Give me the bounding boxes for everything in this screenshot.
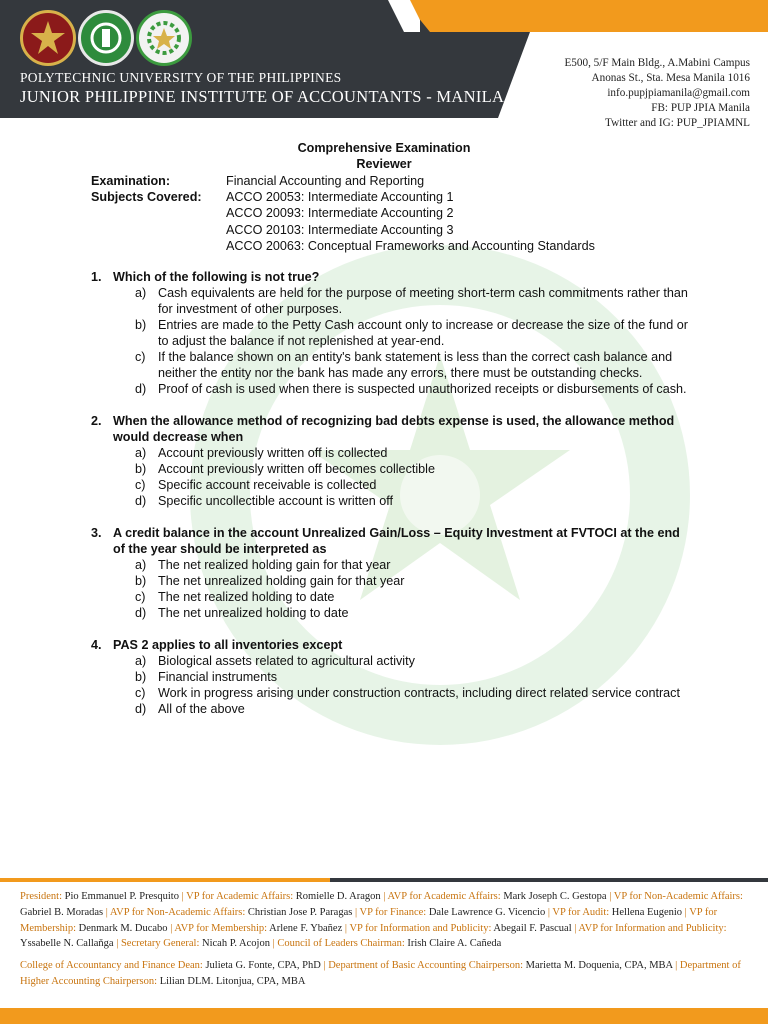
university-seal-icon <box>20 10 76 66</box>
exam-row <box>91 173 595 189</box>
answer-option: d) The net unrealized holding to date <box>135 606 349 620</box>
answer-option: d) All of the above <box>135 702 245 716</box>
officer-name: Arlene F. Ybañez <box>269 922 343 934</box>
footer-separator: | <box>545 906 553 918</box>
organization-name: JUNIOR PHILIPPINE INSTITUTE OF ACCOUNTANTS - MANILA <box>20 87 505 106</box>
officer-name: Nicah P. Acojon <box>202 938 270 950</box>
title-line-1: Comprehensive Examination <box>297 141 471 155</box>
answer-option: a) Account previously written off is collected <box>135 446 388 460</box>
title-line-2: Reviewer <box>356 157 412 171</box>
question-list <box>91 269 691 733</box>
contact-address-2: Anonas St., Sta. Mesa Manila 1016 <box>591 72 750 84</box>
question-text: A credit balance in the account Unrealized Gain/Loss – Equity Investment at FVTOCI at the end of the year should be interpreted as <box>113 526 680 556</box>
officer-role: Council of Leaders Chairman: <box>277 938 408 950</box>
officer-role: Department of Basic Accounting Chairperson: <box>328 960 526 972</box>
answer-option: c) Work in progress arising under construction contracts, including direct related service contract <box>135 686 680 700</box>
officer-role: VP for Non-Academic Affairs: <box>613 891 743 902</box>
answer-option: b) The net unrealized holding gain for that year <box>135 574 405 588</box>
officer-role: VP for Information and Publicity: <box>349 922 494 934</box>
officer-role: President: <box>20 891 65 902</box>
contact-address-1: E500, 5/F Main Bldg., A.Mabini Campus <box>564 57 750 69</box>
question-number: 3. <box>91 526 102 540</box>
contact-twitter-ig: Twitter and IG: PUP_JPIAMNL <box>605 117 750 129</box>
officer-role: Department of Higher Accounting Chairperson: <box>20 960 741 987</box>
footer-separator: | <box>320 960 329 972</box>
officer-role: AVP for Information and Publicity: <box>578 922 727 934</box>
subject-item: ACCO 20103: Intermediate Accounting 3 <box>226 222 454 237</box>
question-3 <box>91 525 691 621</box>
answer-option: c) Specific account receivable is collected <box>135 478 377 492</box>
officers-list <box>20 889 750 952</box>
question-2 <box>91 413 691 509</box>
officer-name: Dale Lawrence G. Vicencio <box>428 906 546 918</box>
officer-role: VP for Audit: <box>552 906 612 918</box>
subject-item: ACCO 20053: Intermediate Accounting 1 <box>226 190 454 205</box>
officers-footer <box>20 889 750 990</box>
question-number: 2. <box>91 414 102 428</box>
exam-value: Financial Accounting and Reporting <box>226 174 425 188</box>
officer-name: Julieta G. Fonte, CPA, PhD <box>205 960 321 972</box>
subjects-label: Subjects Covered: <box>91 190 202 205</box>
question-number: 4. <box>91 638 102 652</box>
question-1 <box>91 269 691 397</box>
answer-option: a) Biological assets related to agricultural activity <box>135 654 415 668</box>
footer-bottom-bar <box>0 1008 768 1024</box>
officer-role: Secretary General: <box>120 938 203 950</box>
answer-option: b) Entries are made to the Petty Cash account only to increase or decrease the size of the fund or to adjust the balance if not replenished at year-end. <box>135 318 688 348</box>
officer-name: Abegail F. Pascual <box>493 922 572 934</box>
officer-name: Christian Jose P. Paragas <box>247 906 353 918</box>
footer-separator: | <box>672 960 680 972</box>
officer-role: College of Accountancy and Finance Dean: <box>20 960 206 972</box>
subject-item: ACCO 20093: Intermediate Accounting 2 <box>226 206 454 221</box>
officer-role: AVP for Academic Affairs: <box>387 891 504 902</box>
university-name: POLYTECHNIC UNIVERSITY OF THE PHILIPPINES <box>20 70 342 85</box>
footer-separator: | <box>682 906 690 918</box>
jpia-seal-icon <box>78 10 134 66</box>
question-number: 1. <box>91 270 102 284</box>
footer-separator: | <box>103 906 110 918</box>
officer-role: AVP for Membership: <box>174 922 270 934</box>
question-text: Which of the following is not true? <box>113 270 320 284</box>
officer-role: VP for Finance: <box>359 906 429 918</box>
footer-separator: | <box>352 906 360 918</box>
footer-separator: | <box>606 891 614 902</box>
officer-name: Hellena Eugenio <box>611 906 683 918</box>
subjects-row <box>91 205 595 221</box>
officer-role: VP for Membership: <box>20 906 718 934</box>
contact-facebook: FB: PUP JPIA Manila <box>651 102 750 114</box>
question-4 <box>91 637 691 717</box>
contact-email: info.pupjpiamanila@gmail.com <box>607 87 750 99</box>
officer-role: VP for Academic Affairs: <box>186 891 296 902</box>
deans-list <box>20 958 750 990</box>
answer-option: c) If the balance shown on an entity's bank statement is less than the correct cash balance and neither the entity nor the bank has made any errors, there must be outstanding checks. <box>135 350 673 380</box>
officer-name: Yssabelle N. Callaňga <box>20 938 114 950</box>
answer-option: a) The net realized holding gain for that year <box>135 558 391 572</box>
subjects-row <box>91 222 595 238</box>
jpia-manila-seal-icon <box>136 10 192 66</box>
footer-separator: | <box>269 938 278 950</box>
footer-separator: | <box>342 922 350 934</box>
answer-option: d) Proof of cash is used when there is suspected unauthorized receipts or disbursements of cash. <box>135 382 687 396</box>
officer-name: Irish Claire A. Cañeda <box>407 938 502 950</box>
officer-name: Mark Joseph C. Gestopa <box>503 891 607 902</box>
footer-separator: | <box>380 891 388 902</box>
contact-block <box>564 56 750 131</box>
answer-option: d) Specific uncollectible account is written off <box>135 494 393 508</box>
footer-separator: | <box>178 891 187 902</box>
exam-meta <box>91 173 595 254</box>
question-text: PAS 2 applies to all inventories except <box>113 638 343 652</box>
officer-role: AVP for Non-Academic Affairs: <box>109 906 248 918</box>
document-title <box>0 140 768 172</box>
officer-name: Romielle D. Aragon <box>295 891 381 902</box>
officer-name: Pio Emmanuel P. Presquito <box>64 891 179 902</box>
officer-name: Lilian DLM. Litonjua, CPA, MBA <box>159 975 306 987</box>
answer-option: c) The net realized holding to date <box>135 590 335 604</box>
officer-name: Denmark M. Ducabo <box>78 922 168 934</box>
subjects-row <box>91 238 595 254</box>
subject-item: ACCO 20063: Conceptual Frameworks and Accounting Standards <box>226 238 595 253</box>
header-accent-stripe <box>404 0 768 32</box>
officer-name: Marietta M. Doquenia, CPA, MBA <box>525 960 673 972</box>
footer-separator: | <box>113 938 121 950</box>
answer-option: b) Financial instruments <box>135 670 277 684</box>
officer-name: Gabriel B. Moradas <box>20 906 104 918</box>
subjects-row <box>91 189 595 205</box>
footer-separator: | <box>571 922 579 934</box>
exam-label: Examination: <box>91 174 171 188</box>
footer-dark-line <box>330 878 768 882</box>
footer-separator: | <box>167 922 175 934</box>
answer-option: b) Account previously written off becomes collectible <box>135 462 435 476</box>
question-text: When the allowance method of recognizing bad debts expense is used, the allowance method would decrease when <box>113 414 675 444</box>
answer-option: a) Cash equivalents are held for the purpose of meeting short-term cash commitments rather than for investment of other purposes. <box>135 286 688 316</box>
